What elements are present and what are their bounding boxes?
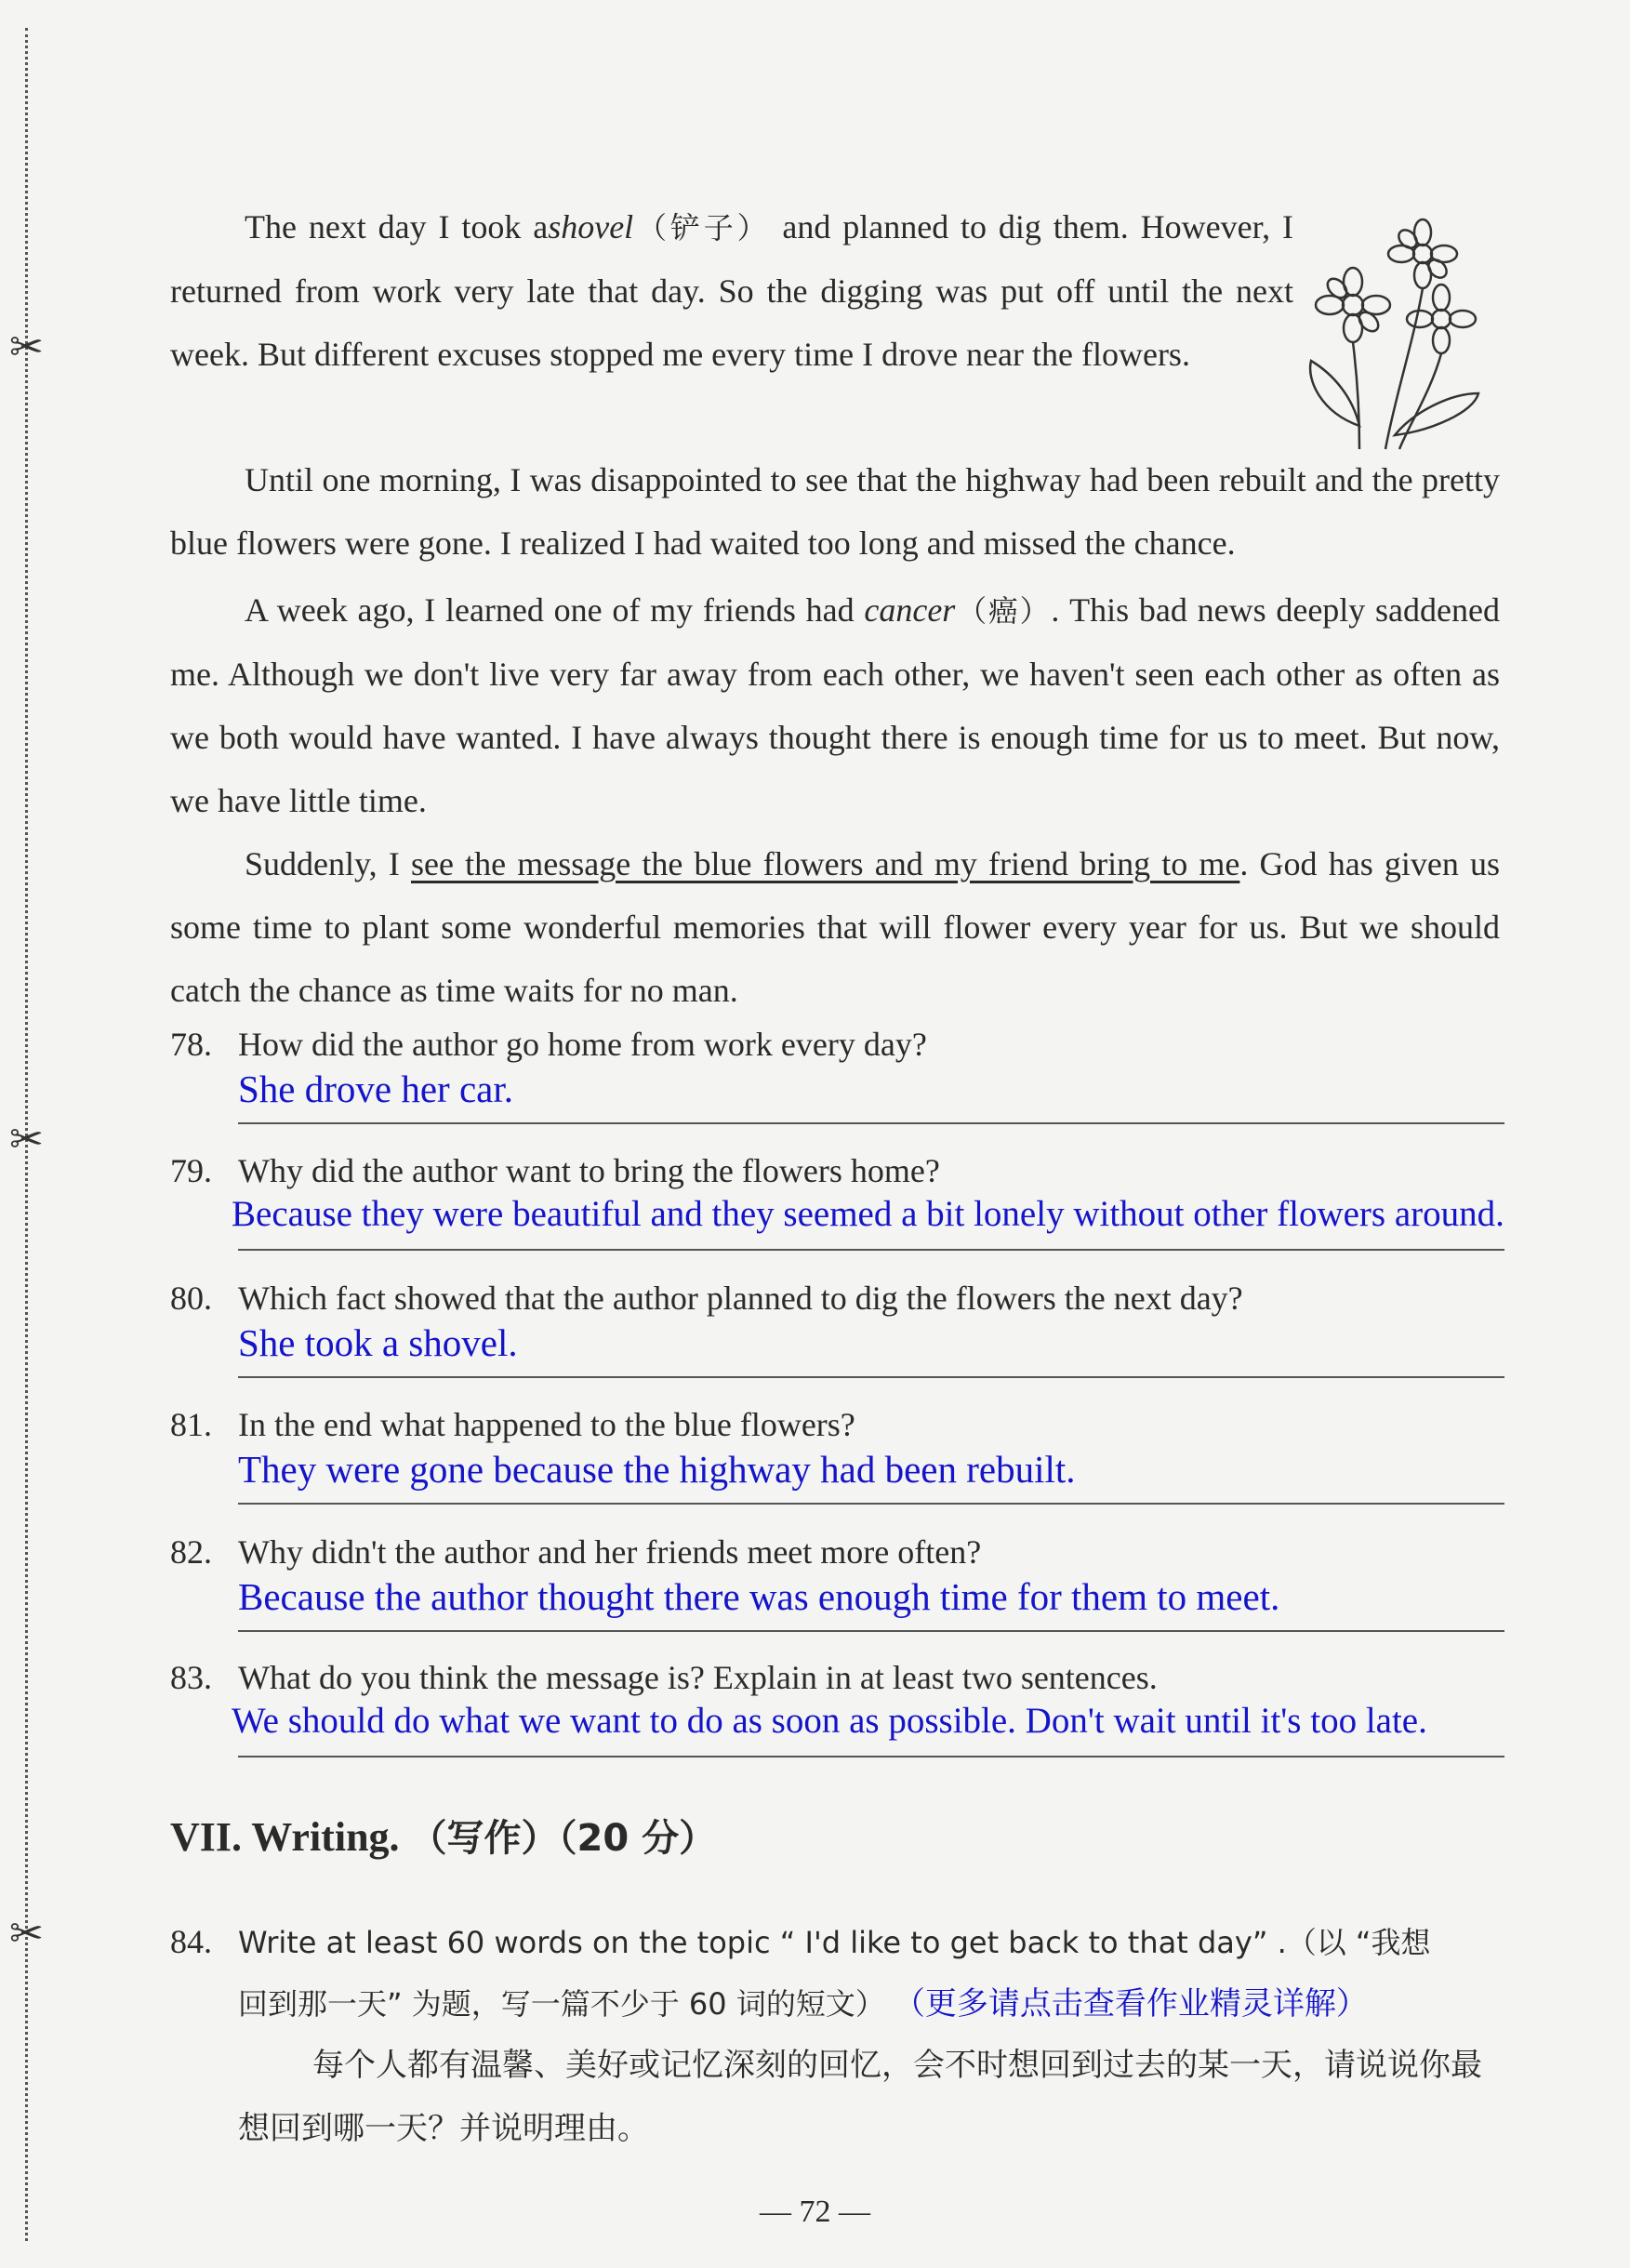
answer-text: Because the author thought there was enough time for them to meet. xyxy=(238,1575,1280,1618)
page-number: — 72 — xyxy=(760,2195,870,2229)
writing-prompt xyxy=(170,2034,1503,2160)
question-text: Why did the author want to bring the flowers home? xyxy=(238,1152,940,1189)
passage-text: The next day I took a xyxy=(245,208,549,245)
question-text: What do you think the message is? Explain in at least two sentences. xyxy=(238,1659,1158,1696)
answer-text: She drove her car. xyxy=(238,1068,513,1110)
answer-text: They were gone because the highway had been rebuilt. xyxy=(238,1448,1076,1491)
question-83 xyxy=(170,1651,1509,1741)
scissors-icon: ✂ xyxy=(9,325,44,370)
question-text: Why didn't the author and her friends meet more often? xyxy=(238,1533,982,1571)
answer-text: We should do what we want to do as soon as possible. Don't wait until it's too late. xyxy=(232,1701,1427,1741)
question-text: 回到那一天” 为题，写一篇不少于 60 词的短文） xyxy=(238,1986,885,2022)
passage-paragraph-1 xyxy=(170,195,1293,386)
passage-text: A week ago, I learned one of my friends had xyxy=(245,591,855,629)
flower-illustration xyxy=(1302,212,1488,454)
question-text: How did the author go home from work every day? xyxy=(238,1026,927,1063)
question-number: 81. xyxy=(170,1406,212,1443)
question-number: 78. xyxy=(170,1026,212,1063)
section-heading xyxy=(170,1809,716,1862)
question-text: Which fact showed that the author planned to dig the flowers the next day? xyxy=(238,1280,1243,1317)
passage-paragraph-4 xyxy=(170,832,1500,1022)
question-number: 84. xyxy=(170,1923,212,1960)
question-84-line-2 xyxy=(170,1972,1528,2034)
answer-line xyxy=(238,1630,1504,1632)
underlined-phrase: see the message the blue flowers and my friend bring to me xyxy=(410,845,1240,882)
writing-prompt-text: 每个人都有温馨、美好或记忆深刻的回忆，会不时想回到过去的某一天，请说说你最想回到哪一天？并说明理由。 xyxy=(238,2047,1482,2147)
answer-line xyxy=(238,1249,1504,1251)
answer-line xyxy=(238,1756,1504,1757)
question-text: Write at least 60 words on the topic “ I'd like to get back to that day” .（以 “我想 xyxy=(238,1925,1431,1960)
question-number: 80. xyxy=(170,1280,212,1317)
question-78 xyxy=(170,1018,1509,1110)
answer-line xyxy=(238,1376,1504,1378)
passage-text: and planned to dig them. However, I returned from work very late that day. So the digging was put off until the next week. But different excuses stopped me every time I drove near the flowers. xyxy=(170,208,1293,373)
scissors-icon: ✂ xyxy=(9,1117,44,1162)
question-81 xyxy=(170,1399,1509,1491)
question-80 xyxy=(170,1272,1509,1364)
passage-paragraph-3 xyxy=(170,578,1500,832)
passage-text: Suddenly, I xyxy=(245,845,400,882)
question-82 xyxy=(170,1526,1509,1618)
question-number: 79. xyxy=(170,1152,212,1189)
question-number: 83. xyxy=(170,1659,212,1696)
question-79 xyxy=(170,1145,1509,1234)
section-subtitle: （写作）（20 分） xyxy=(409,1817,717,1860)
italic-word: shovel xyxy=(548,208,634,245)
answer-line xyxy=(238,1503,1504,1505)
question-84 xyxy=(170,1911,1528,2160)
chinese-gloss: （癌） xyxy=(955,593,1052,629)
passage-paragraph-2: Until one morning, I was disappointed to see that the highway had been rebuilt and the pretty blue flowers were gone. I realized I had waited too long and missed the chance. xyxy=(170,461,1500,562)
question-84-line-1 xyxy=(170,1911,1528,1972)
question-text: In the end what happened to the blue flowers? xyxy=(238,1406,855,1443)
passage-text: . God has given us some time to plant some wonderful memories that will flower every year for us. But we should catch the chance as time waits for no man. xyxy=(170,845,1500,1009)
answer-text: Because they were beautiful and they seemed a bit lonely without other flowers around. xyxy=(232,1194,1504,1234)
passage-text: . This bad news deeply saddened me. Although we don't live very far away from each other, we haven't seen each other as often as we both would have wanted. I have always thought there is enough time for us to meet. But now, we have little time. xyxy=(170,591,1500,819)
italic-word: cancer xyxy=(864,591,956,629)
scissors-icon: ✂ xyxy=(9,1911,44,1956)
section-title: VII. Writing. xyxy=(170,1814,400,1860)
more-details-link[interactable]: （更多请点击查看作业精灵详解） xyxy=(893,1985,1368,2023)
answer-text: She took a shovel. xyxy=(238,1321,518,1364)
chinese-gloss: （铲子） xyxy=(633,210,771,245)
question-number: 82. xyxy=(170,1533,212,1571)
answer-line xyxy=(238,1122,1504,1124)
